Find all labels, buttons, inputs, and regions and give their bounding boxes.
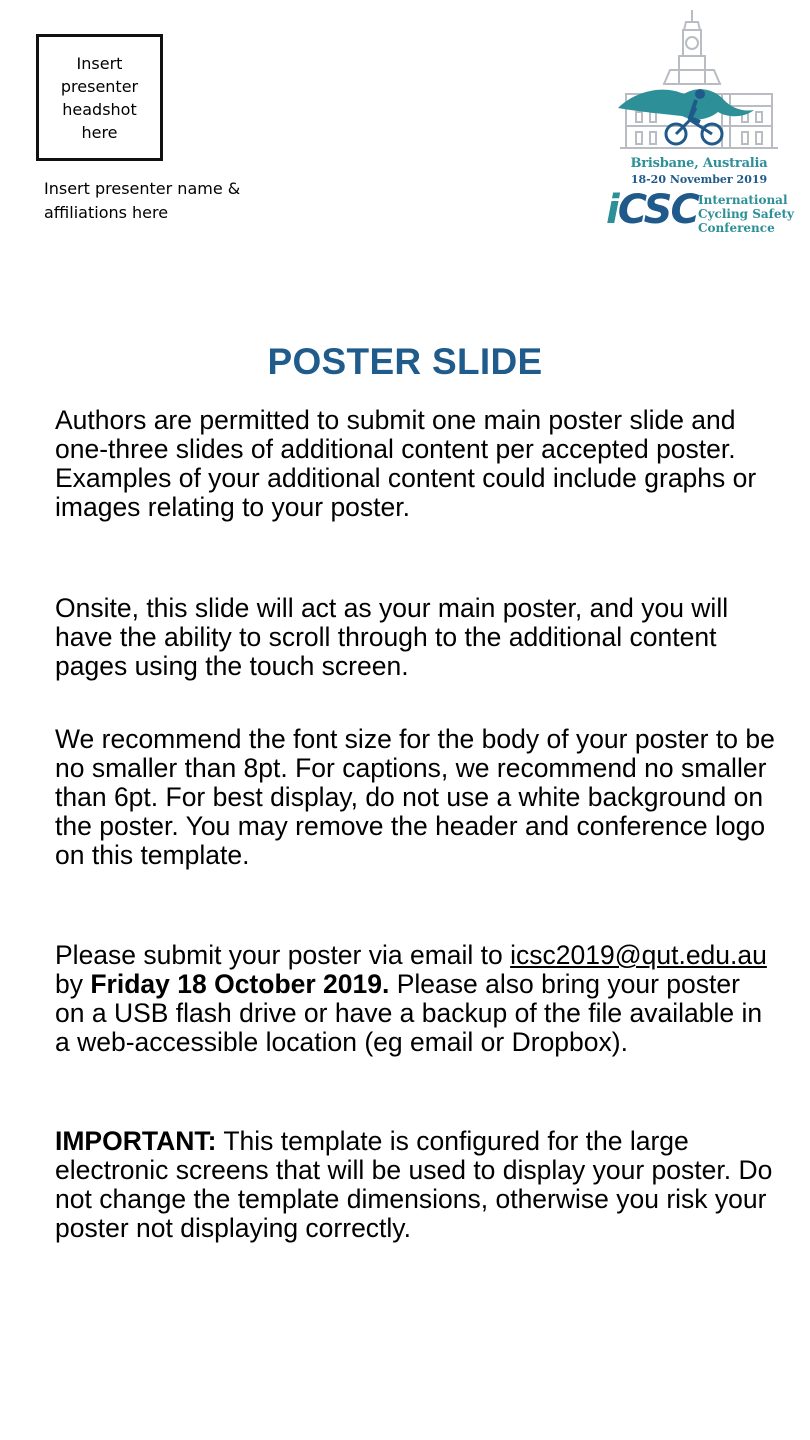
important-text: This template is configured for the large electronic screens that will be used to display your poster. Do not change the template dimensions, otherwise you risk your poster not displaying correctly. — [55, 1126, 773, 1243]
logo-full-name-line2: Cycling Safety — [698, 207, 794, 221]
headshot-placeholder[interactable] — [36, 34, 163, 161]
important-label: IMPORTANT: — [55, 1126, 217, 1156]
paragraph-font-recommendations: We recommend the font size for the body of your poster to be no smaller than 8pt. For captions, we recommend no smaller than 6pt. For best display, do not use a white background on the poster. You may remove the header and conference logo on this template. — [55, 724, 775, 870]
headshot-placeholder-text: Insert presenter headshot here — [60, 53, 139, 142]
logo-full-name-line1: International — [698, 193, 788, 207]
paragraph-submission-instructions — [55, 941, 775, 1057]
p4-post: Please also bring your poster on a USB flash drive or have a backup of the file available in a web-accessible location (eg email or Dropbox). — [55, 969, 763, 1057]
deadline-date: Friday 18 October 2019. — [90, 969, 390, 999]
logo-full-name-line3: Conference — [698, 221, 775, 235]
p4-mid: by — [55, 969, 91, 999]
conference-logo — [604, 8, 794, 238]
logo-acronym-rest: CSC — [617, 187, 698, 233]
presenter-name-placeholder[interactable]: Insert presenter name & affiliations here — [44, 179, 241, 222]
paragraph-onsite-display: Onsite, this slide will act as your main poster, and you will have the ability to scroll through to the additional content pages using the touch screen. — [55, 593, 729, 681]
logo-acronym-i: i — [606, 187, 618, 233]
logo-dates: 18-20 November 2019 — [630, 173, 768, 186]
logo-full-name — [698, 193, 794, 235]
city-hall-kangaroo-cyclist-icon — [604, 8, 794, 156]
logo-city: Brisbane, Australia — [630, 156, 768, 171]
email-link[interactable]: icsc2019@qut.edu.au — [510, 940, 767, 970]
logo-acronym — [606, 187, 698, 233]
paragraph-important-notice — [55, 1127, 775, 1243]
logo-wordmark — [604, 187, 794, 235]
paragraph-submission-rules: Authors are permitted to submit one main poster slide and one-three slides of additional content per accepted poster. Examples of your additional content could include graphs or images relating to your poster. — [55, 405, 757, 522]
page-title: POSTER SLIDE — [267, 341, 543, 382]
p4-pre: Please submit your poster via email to — [55, 940, 511, 970]
